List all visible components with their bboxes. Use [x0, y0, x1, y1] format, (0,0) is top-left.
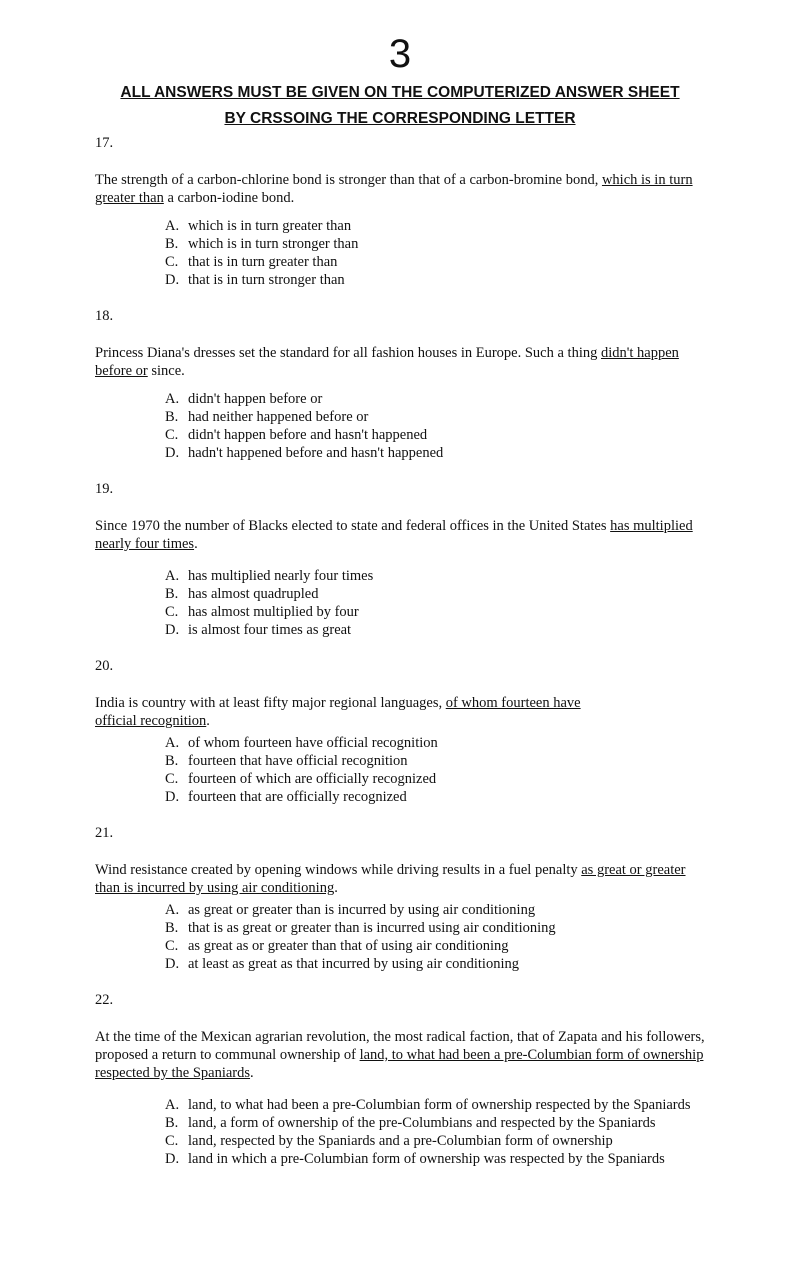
instructions-header-line-2: BY CRSSOING THE CORRESPONDING LETTER — [224, 110, 576, 127]
option-d — [165, 1150, 710, 1168]
option-text: fourteen of which are officially recognized — [188, 771, 437, 787]
option-letter: B. — [165, 409, 179, 425]
option-letter: C. — [165, 427, 179, 443]
question-18 — [95, 307, 710, 462]
question-stem — [95, 344, 710, 380]
question-stem — [95, 861, 710, 897]
option-text: that is in turn greater than — [188, 254, 338, 270]
option-letter: C. — [165, 604, 179, 620]
question-17 — [95, 134, 710, 289]
option-c — [165, 253, 710, 271]
question-number: 18. — [95, 308, 114, 324]
stem-text: Wind resistance created by opening windows while driving results in a fuel penalty — [95, 862, 582, 878]
option-a — [165, 390, 710, 408]
option-text: which is in turn stronger than — [188, 236, 359, 252]
questions-list — [95, 134, 710, 1186]
question-21 — [95, 824, 710, 973]
stem-text: . — [334, 880, 338, 896]
option-d — [165, 621, 710, 639]
option-letter: C. — [165, 938, 179, 954]
option-letter: B. — [165, 236, 179, 252]
option-b — [165, 408, 710, 426]
option-text: as great or greater than is incurred by using air conditioning — [188, 902, 536, 918]
stem-text: . — [250, 1065, 254, 1081]
option-text: land, a form of ownership of the pre-Columbians and respected by the Spaniards — [188, 1115, 656, 1131]
option-text: that is in turn stronger than — [188, 272, 345, 288]
option-letter: D. — [165, 789, 180, 805]
answer-options — [165, 390, 710, 462]
option-text: land, to what had been a pre-Columbian form of ownership respected by the Spaniards — [188, 1097, 691, 1113]
option-c — [165, 426, 710, 444]
option-text: has almost quadrupled — [188, 586, 319, 602]
option-text: land, respected by the Spaniards and a pre-Columbian form of ownership — [188, 1133, 613, 1149]
option-d — [165, 444, 710, 462]
option-c — [165, 937, 710, 955]
option-text: hadn't happened before and hasn't happened — [188, 445, 444, 461]
option-text: land in which a pre-Columbian form of ownership was respected by the Spaniards — [188, 1151, 665, 1167]
option-text: had neither happened before or — [188, 409, 369, 425]
option-text: didn't happen before or — [188, 391, 323, 407]
option-text: fourteen that have official recognition — [188, 753, 408, 769]
option-text: at least as great as that incurred by using air conditioning — [188, 956, 519, 972]
question-19 — [95, 480, 710, 639]
question-number: 20. — [95, 658, 114, 674]
option-letter: A. — [165, 568, 180, 584]
option-b — [165, 235, 710, 253]
option-letter: A. — [165, 735, 180, 751]
option-letter: B. — [165, 586, 179, 602]
option-letter: D. — [165, 622, 180, 638]
underlined-phrase: which is in turn greater than — [95, 172, 693, 206]
option-letter: D. — [165, 445, 180, 461]
question-number: 17. — [95, 135, 114, 151]
option-c — [165, 1132, 710, 1150]
question-20 — [95, 657, 710, 806]
answer-options — [165, 901, 710, 973]
option-letter: C. — [165, 254, 179, 270]
option-b — [165, 919, 710, 937]
answer-options — [165, 217, 710, 289]
option-a — [165, 901, 710, 919]
question-22 — [95, 991, 710, 1168]
question-stem — [95, 517, 710, 553]
underlined-phrase: of whom fourteen have official recognition — [95, 695, 581, 729]
option-text: which is in turn greater than — [188, 218, 352, 234]
option-letter: A. — [165, 218, 180, 234]
stem-text: . — [194, 536, 198, 552]
stem-text: . — [206, 713, 210, 729]
option-d — [165, 788, 710, 806]
option-c — [165, 603, 710, 621]
option-text: has almost multiplied by four — [188, 604, 359, 620]
option-letter: B. — [165, 920, 179, 936]
stem-text: Since 1970 the number of Blacks elected to state and federal offices in the United States — [95, 518, 611, 534]
option-text: as great as or greater than that of using air conditioning — [188, 938, 509, 954]
option-letter: D. — [165, 1151, 180, 1167]
option-letter: A. — [165, 902, 180, 918]
option-text: didn't happen before and hasn't happened — [188, 427, 428, 443]
answer-options — [165, 734, 710, 806]
stem-text: At the time of the Mexican agrarian revolution, the most radical faction, that of Zapata and his followers, proposed a return to communal ownership of — [95, 1029, 705, 1063]
option-letter: B. — [165, 1115, 179, 1131]
option-text: that is as great or greater than is incurred using air conditioning — [188, 920, 556, 936]
answer-options — [165, 1096, 710, 1168]
option-b — [165, 585, 710, 603]
stem-text: The strength of a carbon-chlorine bond is stronger than that of a carbon-bromine bond, — [95, 172, 602, 188]
question-stem — [95, 694, 595, 730]
option-letter: D. — [165, 272, 180, 288]
option-b — [165, 1114, 710, 1132]
option-letter: D. — [165, 956, 180, 972]
option-d — [165, 271, 710, 289]
option-a — [165, 1096, 710, 1114]
option-d — [165, 955, 710, 973]
underlined-phrase: has multiplied nearly four times — [95, 518, 693, 552]
question-stem — [95, 1028, 710, 1082]
question-number: 19. — [95, 481, 114, 497]
option-letter: A. — [165, 391, 180, 407]
stem-text: since. — [147, 363, 185, 379]
underlined-phrase: land, to what had been a pre-Columbian form of ownership respected by the Spaniards — [95, 1047, 704, 1081]
option-text: fourteen that are officially recognized — [188, 789, 407, 805]
stem-text: Princess Diana's dresses set the standard for all fashion houses in Europe. Such a thing — [95, 345, 601, 361]
option-a — [165, 567, 710, 585]
underlined-phrase: as great or greater than is incurred by using air conditioning — [95, 862, 686, 896]
option-text: is almost four times as great — [188, 622, 352, 638]
question-number: 22. — [95, 992, 114, 1008]
underlined-phrase: didn't happen before or — [95, 345, 679, 379]
option-letter: B. — [165, 753, 179, 769]
option-letter: A. — [165, 1097, 180, 1113]
question-number: 21. — [95, 825, 114, 841]
option-b — [165, 752, 710, 770]
option-a — [165, 217, 710, 235]
option-a — [165, 734, 710, 752]
option-letter: C. — [165, 1133, 179, 1149]
option-letter: C. — [165, 771, 179, 787]
option-c — [165, 770, 710, 788]
option-text: has multiplied nearly four times — [188, 568, 374, 584]
page-number: 3 — [388, 32, 412, 76]
stem-text: India is country with at least fifty major regional languages, — [95, 695, 446, 711]
question-stem — [95, 171, 710, 207]
answer-options — [165, 567, 710, 639]
stem-text: a carbon-iodine bond. — [163, 190, 295, 206]
option-text: of whom fourteen have official recognition — [188, 735, 438, 751]
instructions-header-line-1: ALL ANSWERS MUST BE GIVEN ON THE COMPUTERIZED ANSWER SHEET — [120, 84, 680, 101]
